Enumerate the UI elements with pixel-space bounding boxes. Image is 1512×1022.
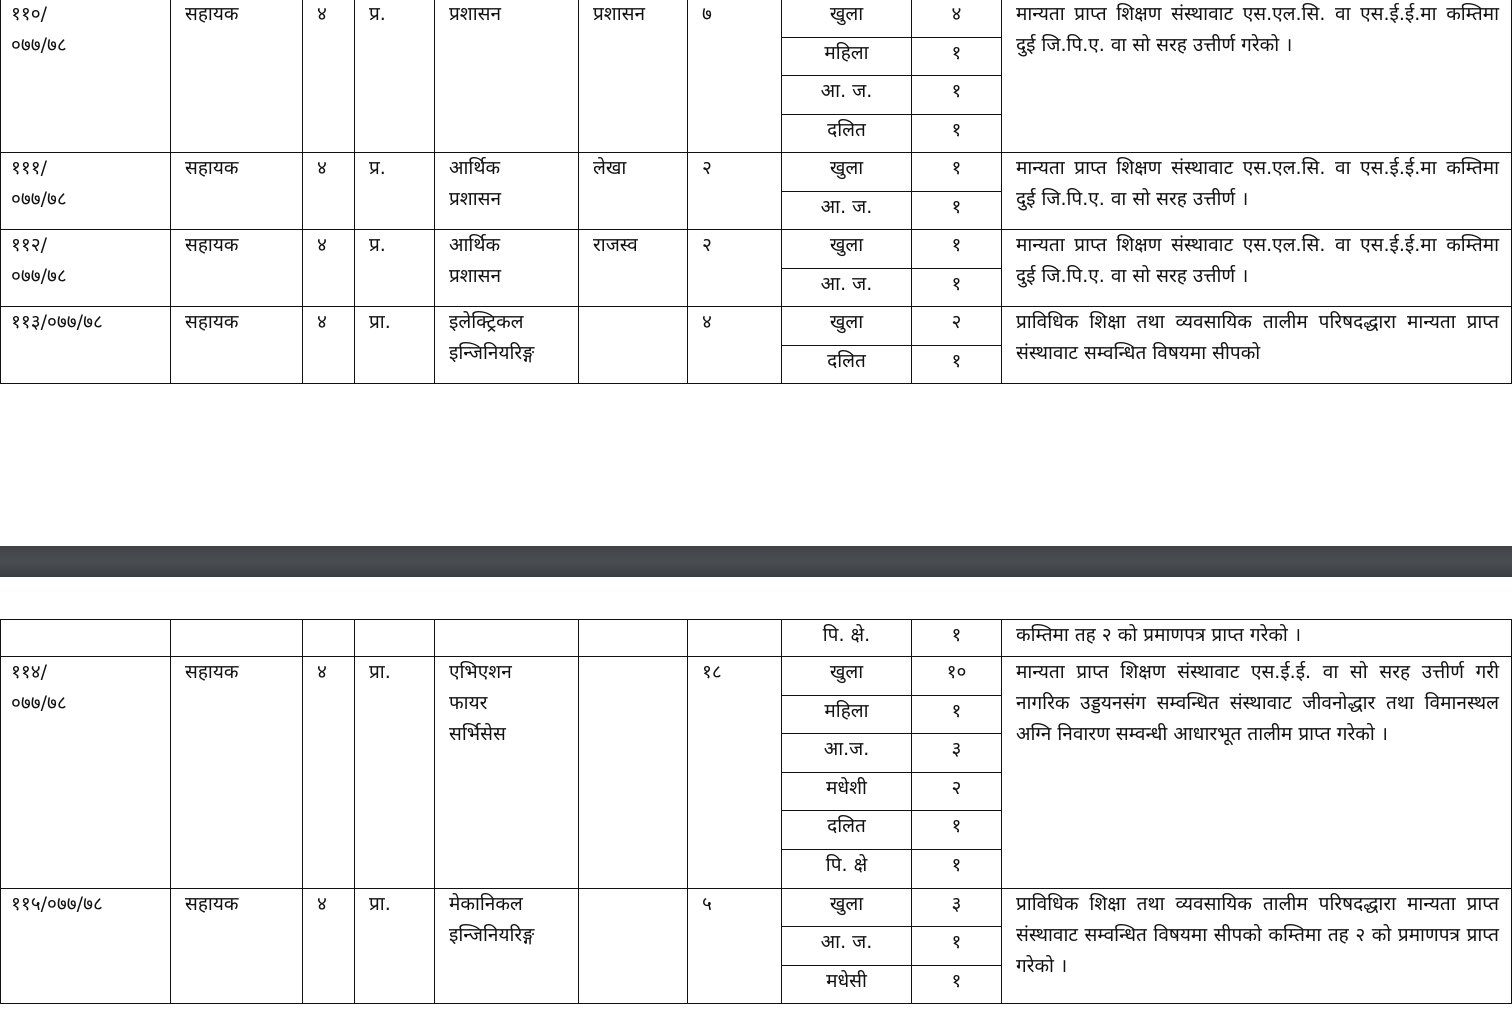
total-count-cell: ७	[688, 0, 782, 153]
type-cell: प्र.	[355, 230, 435, 307]
quota-count-cell: ३	[912, 888, 1002, 927]
quota-count-cell: १	[912, 114, 1002, 153]
quota-category-cell: आ.ज.	[782, 734, 912, 773]
quota-count-cell: १	[912, 76, 1002, 115]
empty-cell	[1, 620, 171, 657]
quota-count-cell: १	[912, 268, 1002, 307]
quota-count-cell: २	[912, 307, 1002, 346]
total-count-cell: ५	[688, 888, 782, 1004]
quota-category-cell: दलित	[782, 345, 912, 384]
quota-category-cell: आ. ज.	[782, 268, 912, 307]
qualification-cell: प्राविधिक शिक्षा तथा व्यवसायिक तालीम परिषदद्धारा मान्यता प्राप्त संस्थावाट सम्वन्धित विषयमा सीपको	[1002, 307, 1512, 384]
empty-cell	[688, 620, 782, 657]
quota-category-cell: महिला	[782, 695, 912, 734]
quota-category-cell: मधेसी	[782, 965, 912, 1004]
quota-category-cell: मधेशी	[782, 772, 912, 811]
quota-category-cell: महिला	[782, 37, 912, 76]
level-cell: ४	[303, 888, 355, 1004]
service-cell: आर्थिक प्रशासन	[435, 153, 579, 230]
table-row	[1, 0, 1512, 37]
post-name-cell: सहायक	[171, 657, 303, 889]
quota-category-cell: खुला	[782, 230, 912, 269]
post-code-cell: ११४/ ०७७/७८	[1, 657, 171, 889]
post-code-cell: १११/ ०७७/७८	[1, 153, 171, 230]
quota-category-cell: खुला	[782, 153, 912, 192]
service-cell: मेकानिकल इन्जिनियरिङ्ग	[435, 888, 579, 1004]
group-cell: राजस्व	[579, 230, 688, 307]
level-cell: ४	[303, 0, 355, 153]
quota-category-cell: खुला	[782, 307, 912, 346]
quota-category-cell: आ. ज.	[782, 927, 912, 966]
quota-category-cell: आ. ज.	[782, 191, 912, 230]
post-name-cell: सहायक	[171, 0, 303, 153]
group-cell	[579, 888, 688, 1004]
quota-count-cell: १	[912, 230, 1002, 269]
vacancy-table	[0, 0, 1512, 384]
quota-count-cell: १	[912, 153, 1002, 192]
table-row-continuation	[1, 620, 1512, 657]
qualification-cell: मान्यता प्राप्त शिक्षण संस्थावाट एस.एल.सि. वा एस.ई.ई.मा कम्तिमा दुई जि.पि.ए. वा सो सरह उत्तीर्ण गरेको ।	[1002, 0, 1512, 153]
post-code-cell: ११०/ ०७७/७८	[1, 0, 171, 153]
quota-count-cell: १	[912, 191, 1002, 230]
total-count-cell: २	[688, 230, 782, 307]
group-cell: लेखा	[579, 153, 688, 230]
level-cell: ४	[303, 230, 355, 307]
quota-count-cell: २	[912, 772, 1002, 811]
group-cell	[579, 307, 688, 384]
post-code-cell: ११२/ ०७७/७८	[1, 230, 171, 307]
level-cell: ४	[303, 657, 355, 889]
table-row	[1, 657, 1512, 696]
post-name-cell: सहायक	[171, 888, 303, 1004]
group-cell	[579, 657, 688, 889]
quota-count-cell: १	[912, 37, 1002, 76]
service-cell: प्रशासन	[435, 0, 579, 153]
quota-category-cell: खुला	[782, 888, 912, 927]
quota-count-cell: ४	[912, 0, 1002, 37]
table-row	[1, 888, 1512, 927]
empty-cell	[435, 620, 579, 657]
quota-count-cell: १	[912, 620, 1002, 657]
qualification-cell: प्राविधिक शिक्षा तथा व्यवसायिक तालीम परिषदद्धारा मान्यता प्राप्त संस्थावाट सम्वन्धित विषयमा सीपको कम्तिमा तह २ को प्रमाणपत्र प्राप्त गरेको ।	[1002, 888, 1512, 1004]
post-code-cell: ११५/०७७/७८	[1, 888, 171, 1004]
table-row	[1, 230, 1512, 269]
qualification-cell: मान्यता प्राप्त शिक्षण संस्थावाट एस.एल.सि. वा एस.ई.ई.मा कम्तिमा दुई जि.पि.ए. वा सो सरह उत्तीर्ण ।	[1002, 230, 1512, 307]
quota-category-cell: दलित	[782, 811, 912, 850]
post-name-cell: सहायक	[171, 307, 303, 384]
quota-category-cell: दलित	[782, 114, 912, 153]
type-cell: प्र.	[355, 153, 435, 230]
service-cell: इलेक्ट्रिकल इन्जिनियरिङ्ग	[435, 307, 579, 384]
empty-cell	[579, 620, 688, 657]
quota-category-cell: पि. क्षे	[782, 849, 912, 888]
total-count-cell: १८	[688, 657, 782, 889]
quota-category-cell: आ. ज.	[782, 76, 912, 115]
service-cell: आर्थिक प्रशासन	[435, 230, 579, 307]
quota-category-cell: खुला	[782, 657, 912, 696]
quota-count-cell: १	[912, 927, 1002, 966]
post-code-cell: ११३/०७७/७८	[1, 307, 171, 384]
quota-category-cell: पि. क्षे.	[782, 620, 912, 657]
quota-count-cell: १०	[912, 657, 1002, 696]
post-name-cell: सहायक	[171, 153, 303, 230]
qualification-cell: मान्यता प्राप्त शिक्षण संस्थावाट एस.ई.ई. वा सो सरह उत्तीर्ण गरी नागरिक उड्डयनसंग सम्वन्धित संस्थावाट जीवनोद्धार तथा विमानस्थल अग्नि निवारण सम्वन्धी आधारभूत तालीम प्राप्त गरेको ।	[1002, 657, 1512, 889]
table-row	[1, 153, 1512, 192]
vacancy-table-top	[0, 0, 1512, 384]
group-cell: प्रशासन	[579, 0, 688, 153]
quota-count-cell: १	[912, 965, 1002, 1004]
vacancy-table	[0, 619, 1512, 1004]
page-divider	[0, 546, 1512, 577]
quota-count-cell: १	[912, 695, 1002, 734]
level-cell: ४	[303, 307, 355, 384]
total-count-cell: ४	[688, 307, 782, 384]
quota-count-cell: १	[912, 345, 1002, 384]
quota-count-cell: ३	[912, 734, 1002, 773]
total-count-cell: २	[688, 153, 782, 230]
empty-cell	[355, 620, 435, 657]
type-cell: प्रा.	[355, 888, 435, 1004]
post-name-cell: सहायक	[171, 230, 303, 307]
qualification-cell: कम्तिमा तह २ को प्रमाणपत्र प्राप्त गरेको ।	[1002, 620, 1512, 657]
level-cell: ४	[303, 153, 355, 230]
empty-cell	[303, 620, 355, 657]
qualification-cell: मान्यता प्राप्त शिक्षण संस्थावाट एस.एल.सि. वा एस.ई.ई.मा कम्तिमा दुई जि.पि.ए. वा सो सरह उत्तीर्ण ।	[1002, 153, 1512, 230]
quota-count-cell: १	[912, 849, 1002, 888]
type-cell: प्रा.	[355, 657, 435, 889]
vacancy-table-bottom	[0, 619, 1512, 1004]
service-cell: एभिएशन फायर सर्भिसेस	[435, 657, 579, 889]
empty-cell	[171, 620, 303, 657]
type-cell: प्र.	[355, 0, 435, 153]
type-cell: प्रा.	[355, 307, 435, 384]
quota-count-cell: १	[912, 811, 1002, 850]
table-row	[1, 307, 1512, 346]
quota-category-cell: खुला	[782, 0, 912, 37]
